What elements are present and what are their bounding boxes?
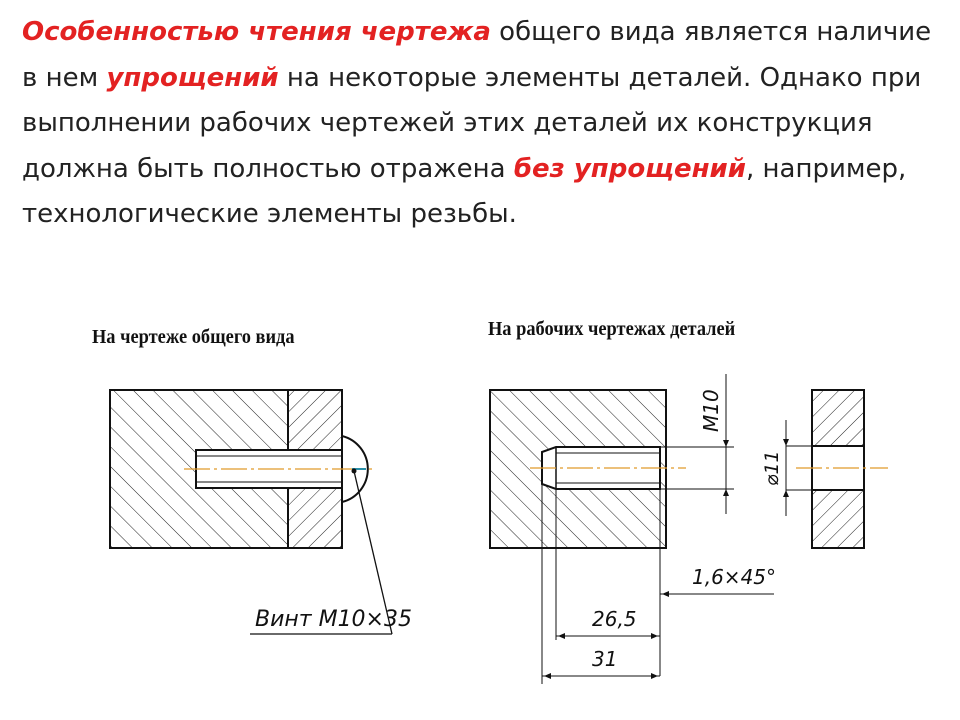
dim-thread-length-label: 26,5 (592, 607, 637, 631)
dimension-thread-m10 (660, 374, 734, 514)
callout-screw-label: Винт М10×35 (255, 607, 412, 632)
paragraph-text-3: , например, технологические элементы резьбы. (22, 153, 907, 229)
emphasis-simplifications: упрощений (106, 62, 279, 93)
dim-thread-label: М10 (699, 389, 723, 432)
right-washer-section (796, 390, 888, 548)
paragraph-text-2: на некоторые элементы деталей. Однако при выполнении рабочих чертежей этих деталей их конструкция должна быть полностью отражена (22, 62, 922, 184)
dim-hole-depth-label: 31 (592, 647, 618, 671)
dim-hole-label: ⌀11 (761, 450, 783, 486)
caption-general-view: На чертеже общего вида (92, 326, 295, 348)
dim-chamfer-label: 1,6×45° (692, 565, 777, 589)
right-part-section (490, 390, 686, 548)
caption-working-drawings: На рабочих чертежах деталей (488, 318, 736, 340)
emphasis-reading-drawing: Особенностью чтения чертежа (22, 17, 491, 47)
emphasis-without-simplifications: без упрощений (513, 153, 746, 184)
paragraph-text-1: общего вида является наличие в нем (22, 17, 932, 93)
dimension-chamfer (660, 489, 776, 676)
